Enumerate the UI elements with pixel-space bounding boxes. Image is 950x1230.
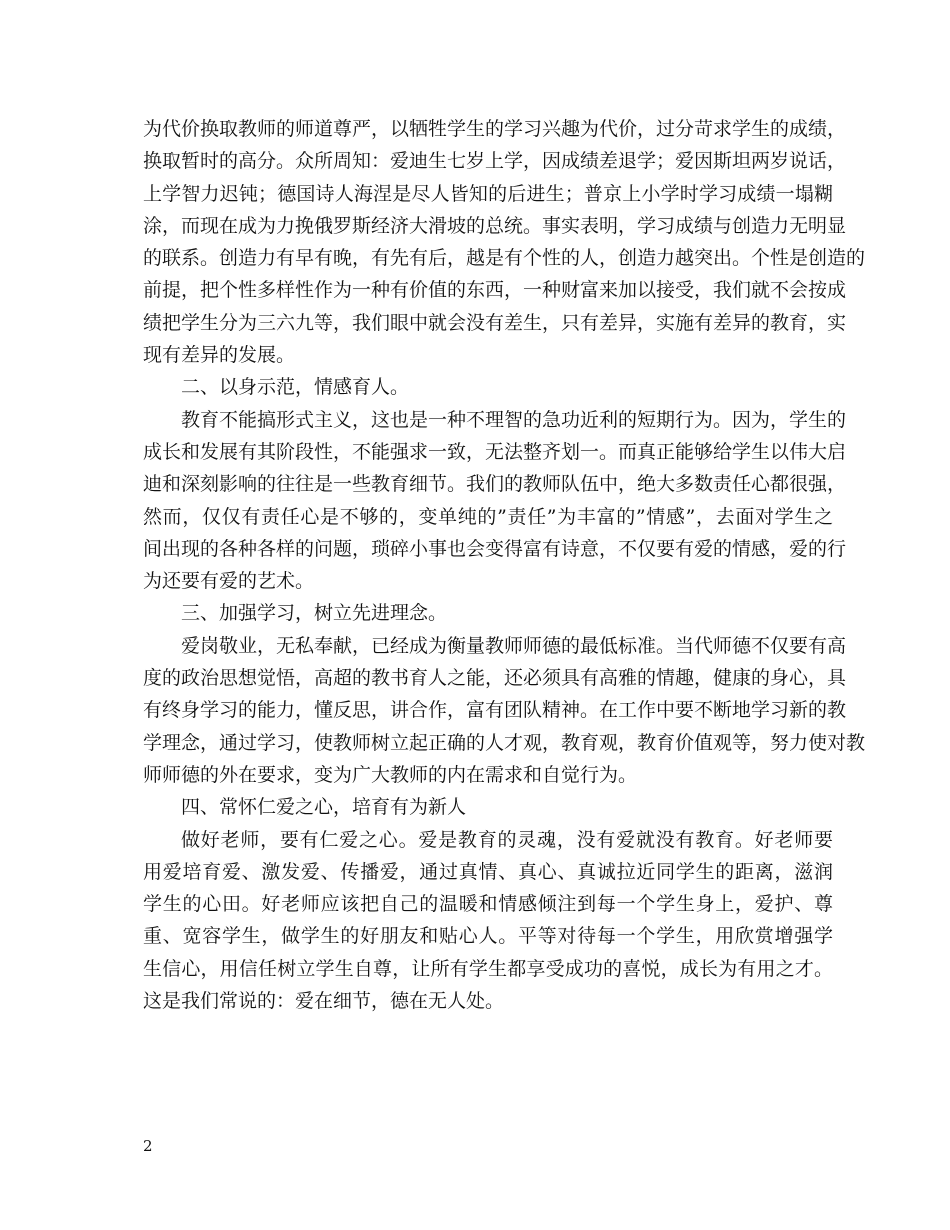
- text-line: 换取暂时的高分。众所周知：爱迪生七岁上学，因成绩差退学；爱因斯坦两岁说话，: [143, 150, 847, 173]
- section-heading: 二、以身示范，情感育人。: [181, 376, 410, 399]
- text-line: 生信心，用信任树立学生自尊，让所有学生都享受成功的喜悦，成长为有用之才。: [143, 957, 833, 980]
- text-line: 有终身学习的能力，懂反思，讲合作，富有团队精神。在工作中要不断地学习新的教: [143, 699, 847, 722]
- text-line: 这是我们常说的：爱在细节，德在无人处。: [143, 990, 505, 1013]
- text-line: 成长和发展有其阶段性，不能强求一致，无法整齐划一。而真正能够给学生以伟大启: [143, 440, 847, 463]
- text-line: 然而，仅仅有责任心是不够的，变单纯的”责任”为丰富的”情感”，去面对学生之: [143, 505, 833, 528]
- text-line: 间出现的各种各样的问题，琐碎小事也会变得富有诗意，不仅要有爱的情感，爱的行: [143, 537, 847, 560]
- text-line: 绩把学生分为三六九等，我们眼中就会没有差生，只有差异，实施有差异的教育，实: [143, 311, 847, 334]
- section-heading: 四、常怀仁爱之心，培育有为新人: [181, 796, 467, 819]
- text-line: 用爱培育爱、激发爱、传播爱，通过真情、真心、真诚拉近同学生的距离，滋润: [143, 860, 833, 883]
- text-line: 的联系。创造力有早有晚，有先有后，越是有个性的人，创造力越突出。个性是创造的: [143, 247, 866, 270]
- text-line: 爱岗敬业，无私奉献，已经成为衡量教师师德的最低标准。当代师德不仅要有高: [181, 634, 847, 657]
- text-line: 前提，把个性多样性作为一种有价值的东西，一种财富来加以接受，我们就不会按成: [143, 279, 847, 302]
- text-line: 迪和深刻影响的往往是一些教育细节。我们的教师队伍中，绝大多数责任心都很强，: [143, 473, 847, 496]
- text-line: 重、宽容学生，做学生的好朋友和贴心人。平等对待每一个学生，用欣赏增强学: [143, 925, 833, 948]
- text-line: 学生的心田。好老师应该把自己的温暖和情感倾注到每一个学生身上，爱护、尊: [143, 893, 833, 916]
- body-text: [143, 113, 866, 1017]
- text-line: 为还要有爱的艺术。: [143, 570, 315, 593]
- text-line: 上学智力迟钝；德国诗人海涅是尽人皆知的后进生；普京上小学时学习成绩一塌糊: [143, 182, 833, 205]
- text-line: 涂，而现在成为力挽俄罗斯经济大滑坡的总统。事实表明，学习成绩与创造力无明显: [143, 214, 847, 237]
- text-line: 现有差异的发展。: [143, 344, 296, 367]
- page-number: 2: [143, 1137, 153, 1155]
- text-line: 做好老师，要有仁爱之心。爱是教育的灵魂，没有爱就没有教育。好老师要: [181, 828, 833, 851]
- text-line: 为代价换取教师的师道尊严，以牺牲学生的学习兴趣为代价，过分苛求学生的成绩，: [143, 118, 847, 140]
- text-line: 度的政治思想觉悟，高超的教书育人之能，还必须具有高雅的情趣，健康的身心，具: [143, 667, 847, 690]
- section-heading: 三、加强学习，树立先进理念。: [181, 602, 448, 625]
- text-line: 师师德的外在要求，变为广大教师的内在需求和自觉行为。: [143, 763, 638, 786]
- text-line: 学理念，通过学习，使教师树立起正确的人才观，教育观，教育价值观等，努力使对教: [143, 731, 866, 754]
- text-line: 教育不能搞形式主义，这也是一种不理智的急功近利的短期行为。因为，学生的: [181, 408, 847, 431]
